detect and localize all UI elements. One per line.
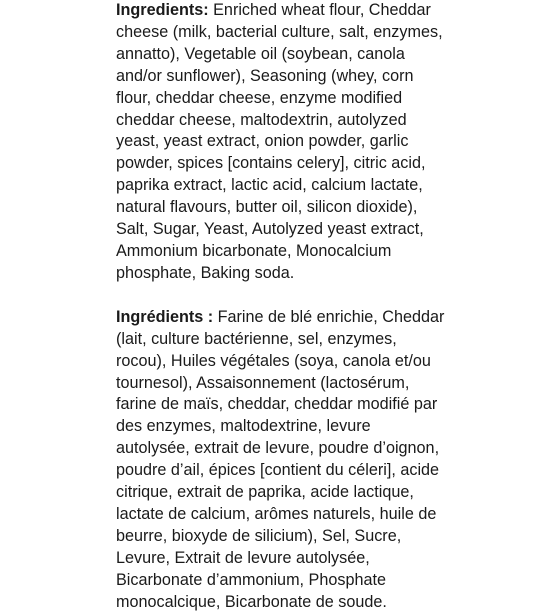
ingredients-label-panel: [116, 0, 476, 613]
ingredients-english-line: powder, spices [contains celery], citric acid,: [116, 154, 426, 173]
ingredients-french-line: farine de maïs, cheddar, cheddar modifié par: [116, 395, 438, 414]
ingredients-english-line: cheddar cheese, maltodextrin, autolyzed: [116, 110, 407, 129]
ingredients-english-line: yeast, yeast extract, onion powder, garlic: [116, 132, 409, 151]
ingredients-french-line: des enzymes, maltodextrine, levure: [116, 417, 371, 436]
ingredients-english-line: paprika extract, lactic acid, calcium lactate,: [116, 176, 423, 195]
ingredients-french-first-line-text: Farine de blé enrichie, Cheddar: [213, 307, 445, 326]
ingredients-french: [116, 307, 476, 613]
ingredients-english-first-line-text: Enriched wheat flour, Cheddar: [208, 1, 431, 19]
ingredients-english-line: [116, 0, 476, 22]
ingredients-french-line: Bicarbonate d’ammonium, Phosphate: [116, 570, 386, 589]
ingredients-french-line: poudre d’ail, épices [contient du céleri], acide: [116, 461, 440, 480]
ingredients-french-heading: Ingrédients :: [116, 307, 214, 326]
ingredients-english-line: natural flavours, butter oil, silicon dioxide),: [116, 198, 418, 217]
ingredients-french-line: [116, 307, 476, 329]
ingredients-french-line: rocou), Huiles végétales (soya, canola et/ou: [116, 351, 431, 370]
ingredients-english-line: and/or sunflower), Seasoning (whey, corn: [116, 66, 414, 85]
ingredients-french-line: tournesol), Assaisonnement (lactosérum,: [116, 373, 410, 392]
ingredients-english-line: cheese (milk, bacterial culture, salt, enzymes,: [116, 22, 443, 41]
ingredients-french-line: monocalcique, Bicarbonate de soude.: [116, 592, 387, 611]
ingredients-french-line: Levure, Extrait de levure autolysée,: [116, 548, 370, 567]
ingredients-french-line: (lait, culture bactérienne, sel, enzymes,: [116, 329, 397, 348]
ingredients-french-line: beurre, bioxyde de silicium), Sel, Sucre,: [116, 526, 402, 545]
ingredients-english: [116, 0, 476, 285]
ingredients-english-line: phosphate, Baking soda.: [116, 263, 295, 282]
ingredients-english-line: annatto), Vegetable oil (soybean, canola: [116, 44, 405, 63]
ingredients-english-line: Salt, Sugar, Yeast, Autolyzed yeast extract,: [116, 220, 424, 239]
ingredients-french-line: autolysée, extrait de levure, poudre d’oignon,: [116, 439, 440, 458]
ingredients-english-line: Ammonium bicarbonate, Monocalcium: [116, 241, 392, 260]
ingredients-english-heading: Ingredients:: [116, 1, 209, 19]
ingredients-english-line: flour, cheddar cheese, enzyme modified: [116, 88, 403, 107]
ingredients-french-line: lactate de calcium, arômes naturels, huile de: [116, 504, 437, 523]
ingredients-french-line: citrique, extrait de paprika, acide lactique,: [116, 483, 414, 502]
